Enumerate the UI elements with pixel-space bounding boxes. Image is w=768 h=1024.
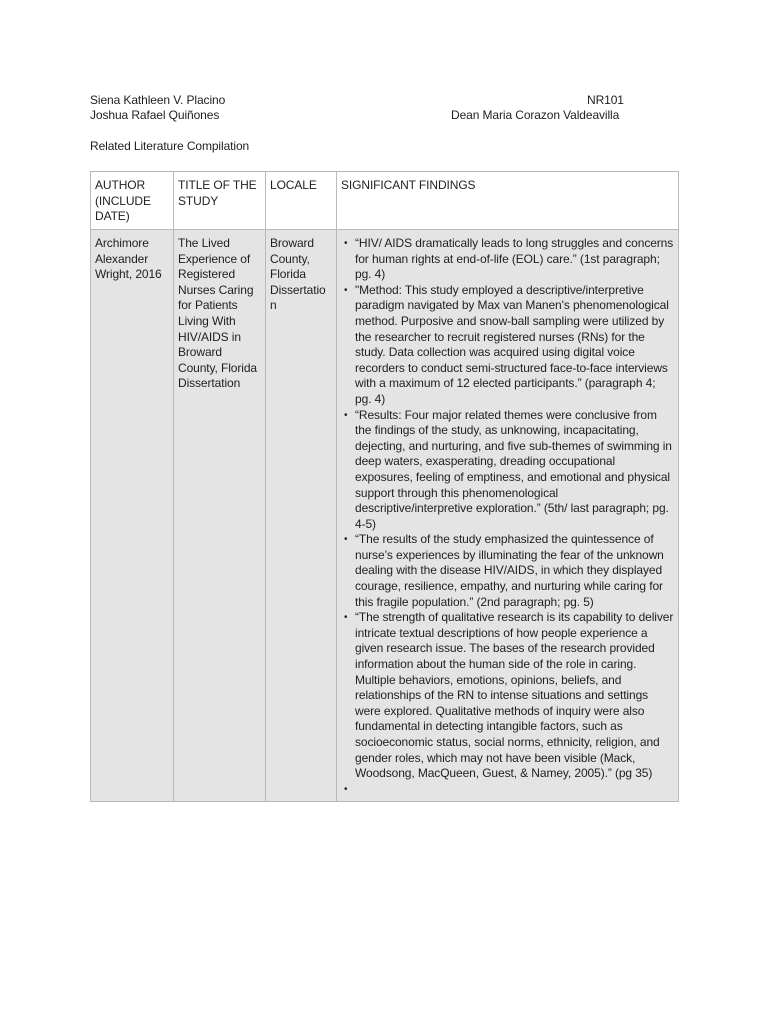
table-row (91, 230, 679, 802)
finding-item-empty (355, 782, 674, 798)
cell-title: The Lived Experience of Registered Nurses Caring for Patients Living With HIV/AIDS in Broward County, Florida Dissertation (174, 230, 266, 802)
finding-item: • “The strength of qualitative research is its capability to deliver intricate textual descriptions of how people experience a given research issue. The bases of the research provided information about the human side of the role in caring. Multiple behaviors, emotions, opinions, beliefs, and relationships of the RN to intense situations and settings were explored. Qualitative methods of inquiry were also fundamental in detecting intangible factors, such as socioeconomic status, social norms, ethnicity, religion, and gender roles, which may not have been visible (Mack, Woodsong, MacQueen, Guest, & Namey, 2005).” (pg 35) (355, 610, 674, 782)
column-header-author: AUTHOR (INCLUDE DATE) (91, 172, 174, 230)
course-code: NR101 (587, 93, 624, 107)
finding-item: • “The results of the study emphasized the quintessence of nurse’s experiences by illuminating the fear of the unknown dealing with the disease HIV/AIDS, in which they displayed courage, resilience, empathy, and nurturing while caring for this fragile population.” (2nd paragraph; pg. 5) (355, 532, 674, 610)
cell-findings (337, 230, 679, 802)
document-title: Related Literature Compilation (90, 139, 250, 153)
instructor-name: Dean Maria Corazon Valdeavilla (451, 108, 620, 122)
table-header-row (91, 172, 679, 230)
author-name-1: Siena Kathleen V. Placino (90, 93, 226, 107)
findings-list (341, 236, 674, 797)
finding-item: • "Method: This study employed a descriptive/interpretive paradigm navigated by Max van Manen's phenomenological method. Purposive and snow-ball sampling were utilized by the researcher to recruit registered nurses (RNs) for the study. Data collection was acquired using digital voice recorders to conduct semi-structured face-to-face interviews with a maximum of 12 elected participants.” (paragraph 4; pg. 4) (355, 283, 674, 408)
finding-item: • “Results: Four major related themes were conclusive from the findings of the study, as unknowing, incapacitating, dejecting, and nurturing, and five sub-themes of swimming in deep waters, exasperating, dreading occupational exposures, feeling of emptiness, and emotional and physical support through this phenomenological descriptive/interpretive exploration.” (5th/ last paragraph; pg. 4-5) (355, 408, 674, 533)
literature-table (90, 171, 679, 802)
column-header-locale: LOCALE (266, 172, 337, 230)
finding-item: • “HIV/ AIDS dramatically leads to long struggles and concerns for human rights at end-of-life (EOL) care.” (1st paragraph; pg. 4) (355, 236, 674, 283)
cell-locale: Broward County, Florida Dissertation (266, 230, 337, 802)
cell-author: Archimore Alexander Wright, 2016 (91, 230, 174, 802)
column-header-findings: SIGNIFICANT FINDINGS (337, 172, 679, 230)
author-name-2: Joshua Rafael Quiñones (90, 108, 220, 122)
column-header-title: TITLE OF THE STUDY (174, 172, 266, 230)
